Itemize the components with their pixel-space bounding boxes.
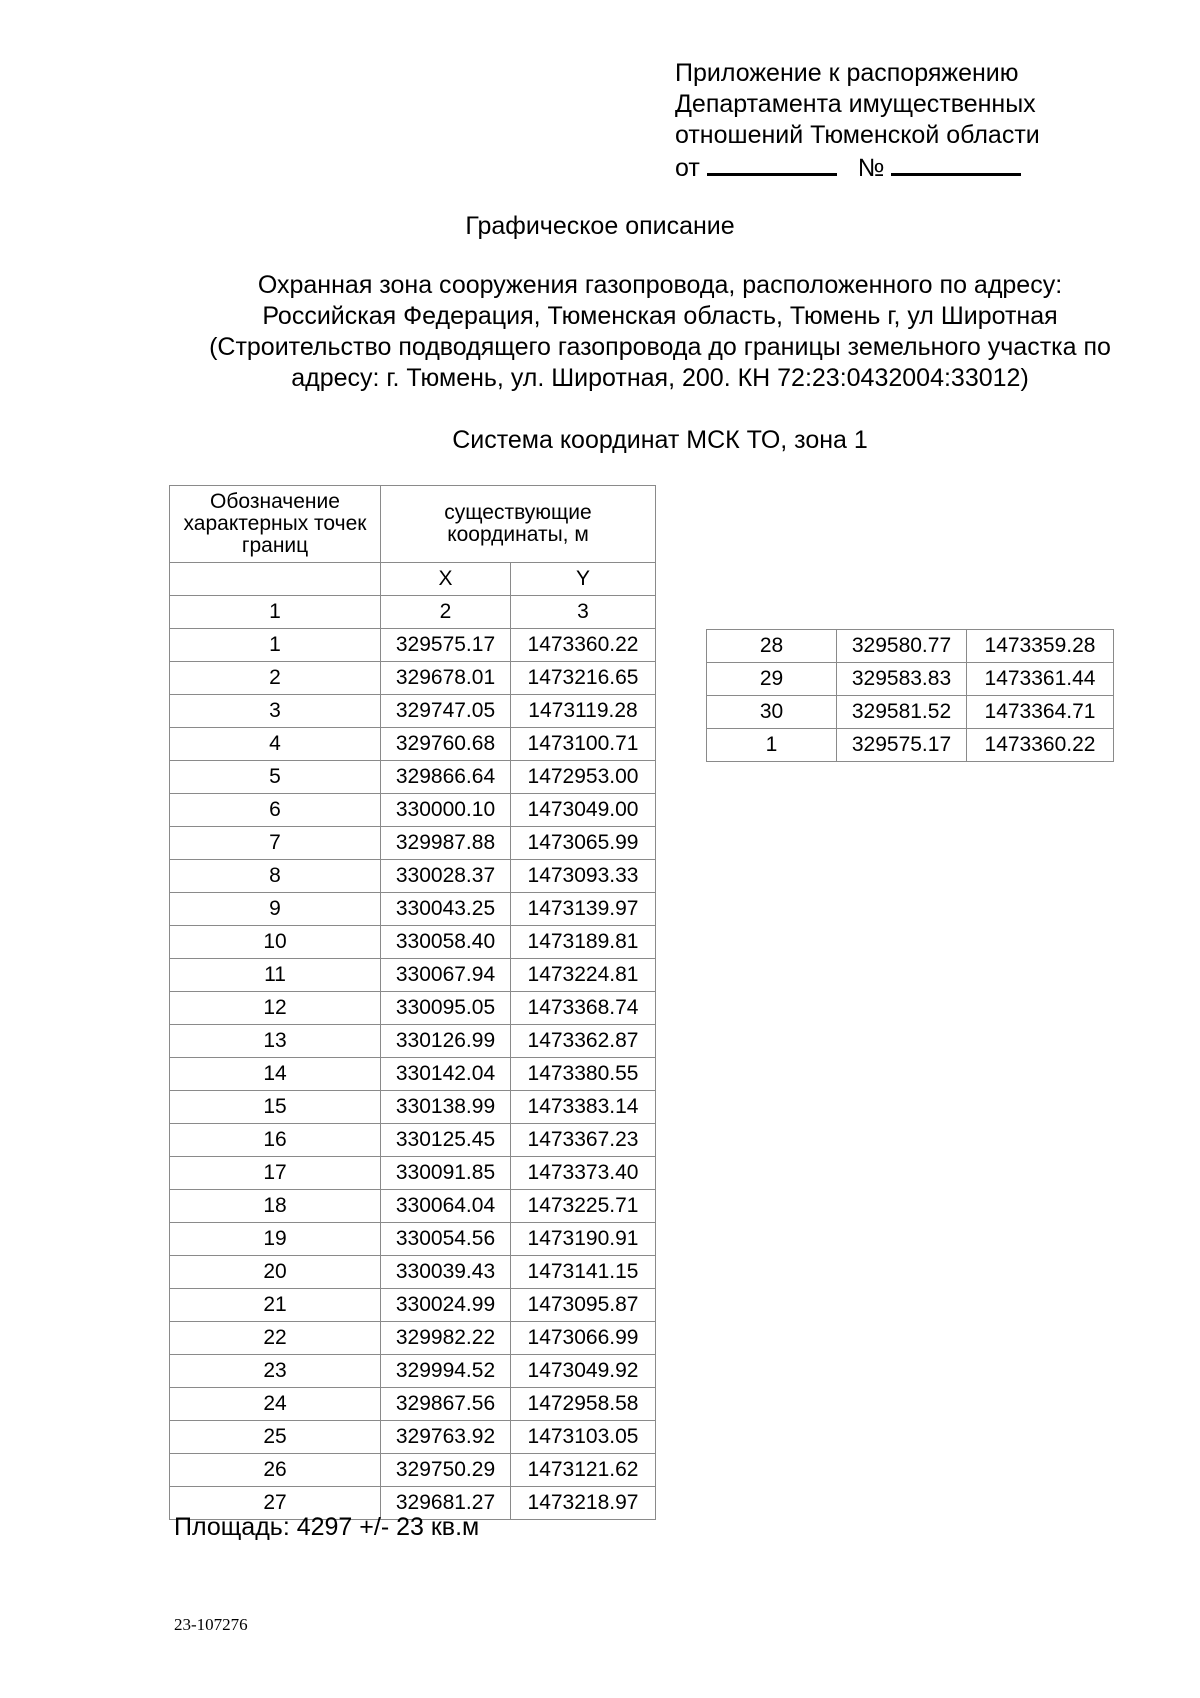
table-row — [170, 1190, 656, 1223]
table-row — [170, 794, 656, 827]
coordinate-system: Система координат МСК ТО, зона 1 — [452, 426, 868, 454]
y-coordinate-cell: 1473216.65 — [511, 662, 656, 695]
point-number-cell: 5 — [170, 761, 381, 794]
y-coordinate-cell: 1473119.28 — [511, 695, 656, 728]
y-coordinate-cell: 1473364.71 — [967, 696, 1114, 729]
x-coordinate-cell: 330126.99 — [381, 1025, 511, 1058]
x-coordinate-cell: 330039.43 — [381, 1256, 511, 1289]
point-number-cell: 17 — [170, 1157, 381, 1190]
x-coordinate-cell: 329580.77 — [837, 630, 967, 663]
table-row — [170, 761, 656, 794]
y-coordinate-cell: 1473066.99 — [511, 1322, 656, 1355]
header-line-4 — [675, 151, 1040, 184]
y-coordinate-cell: 1473049.92 — [511, 1355, 656, 1388]
point-number-cell: 22 — [170, 1322, 381, 1355]
y-coordinate-cell: 1473373.40 — [511, 1157, 656, 1190]
table-row — [170, 1421, 656, 1454]
table-row — [170, 1025, 656, 1058]
x-coordinate-cell: 330058.40 — [381, 926, 511, 959]
header-line-1: Приложение к распоряжению — [675, 59, 1019, 87]
table-row — [170, 992, 656, 1025]
point-number-cell: 12 — [170, 992, 381, 1025]
appendix-header — [675, 58, 1040, 184]
point-number-cell: 18 — [170, 1190, 381, 1223]
x-coordinate-cell: 330000.10 — [381, 794, 511, 827]
point-number-cell: 19 — [170, 1223, 381, 1256]
point-number-cell: 1 — [707, 729, 837, 762]
point-number-cell: 16 — [170, 1124, 381, 1157]
y-coordinate-cell: 1473362.87 — [511, 1025, 656, 1058]
y-coordinate-cell: 1473190.91 — [511, 1223, 656, 1256]
table-row — [707, 729, 1114, 762]
x-coordinate-cell: 329575.17 — [837, 729, 967, 762]
x-coordinate-cell: 329750.29 — [381, 1454, 511, 1487]
table-row — [170, 629, 656, 662]
point-number-cell: 29 — [707, 663, 837, 696]
point-number-cell: 6 — [170, 794, 381, 827]
column-number-1: 1 — [170, 596, 381, 629]
header-line-2: Департамента имущественных — [675, 90, 1036, 118]
number-blank — [891, 151, 1021, 176]
point-number-cell: 26 — [170, 1454, 381, 1487]
table-row — [170, 1256, 656, 1289]
x-coordinate-cell: 329987.88 — [381, 827, 511, 860]
column-number-2: 2 — [381, 596, 511, 629]
table-row — [170, 1322, 656, 1355]
x-coordinate-cell: 329747.05 — [381, 695, 511, 728]
table-row — [170, 728, 656, 761]
document-title: Графическое описание — [465, 212, 735, 240]
x-coordinate-cell: 330142.04 — [381, 1058, 511, 1091]
table-header-row — [170, 486, 656, 563]
point-number-cell: 27 — [170, 1487, 381, 1520]
table-row — [170, 1223, 656, 1256]
table-row — [170, 695, 656, 728]
table-row — [170, 1157, 656, 1190]
y-coordinate-cell: 1473368.74 — [511, 992, 656, 1025]
y-coordinate-cell: 1473360.22 — [967, 729, 1114, 762]
point-number-cell: 25 — [170, 1421, 381, 1454]
y-coordinate-cell: 1473225.71 — [511, 1190, 656, 1223]
y-coordinate-cell: 1473224.81 — [511, 959, 656, 992]
point-number-cell: 15 — [170, 1091, 381, 1124]
table-row — [707, 663, 1114, 696]
point-number-cell: 24 — [170, 1388, 381, 1421]
y-coordinate-cell: 1473383.14 — [511, 1091, 656, 1124]
table-row — [170, 1091, 656, 1124]
y-coordinate-cell: 1473093.33 — [511, 860, 656, 893]
table-row — [170, 893, 656, 926]
x-coordinate-cell: 329994.52 — [381, 1355, 511, 1388]
x-coordinate-cell: 330091.85 — [381, 1157, 511, 1190]
y-coordinate-cell: 1473218.97 — [511, 1487, 656, 1520]
x-coordinate-cell: 329866.64 — [381, 761, 511, 794]
table-row — [170, 1289, 656, 1322]
table-row — [170, 1355, 656, 1388]
description-line-4: адресу: г. Тюмень, ул. Широтная, 200. КН 72:23:0432004:33012) — [291, 364, 1029, 392]
table-row — [707, 630, 1114, 663]
table-row — [170, 1388, 656, 1421]
x-coordinate-cell: 329575.17 — [381, 629, 511, 662]
y-coordinate-cell: 1473361.44 — [967, 663, 1114, 696]
point-number-cell: 28 — [707, 630, 837, 663]
axis-y: Y — [511, 563, 656, 596]
table-row — [170, 959, 656, 992]
point-number-cell: 10 — [170, 926, 381, 959]
table-column-numbers-row — [170, 596, 656, 629]
table-row — [170, 926, 656, 959]
description-line-3: (Строительство подводящего газопровода до границы земельного участка по — [209, 333, 1111, 361]
y-coordinate-cell: 1473121.62 — [511, 1454, 656, 1487]
x-coordinate-cell: 330125.45 — [381, 1124, 511, 1157]
table-row — [170, 1124, 656, 1157]
header-points: Обозначение характерных точек границ — [170, 486, 381, 563]
table-axis-row — [170, 563, 656, 596]
x-coordinate-cell: 329867.56 — [381, 1388, 511, 1421]
x-coordinate-cell: 329982.22 — [381, 1322, 511, 1355]
point-number-cell: 8 — [170, 860, 381, 893]
y-coordinate-cell: 1473100.71 — [511, 728, 656, 761]
x-coordinate-cell: 329583.83 — [837, 663, 967, 696]
x-coordinate-cell: 330067.94 — [381, 959, 511, 992]
point-number-cell: 2 — [170, 662, 381, 695]
point-number-cell: 9 — [170, 893, 381, 926]
point-number-cell: 13 — [170, 1025, 381, 1058]
x-coordinate-cell: 329678.01 — [381, 662, 511, 695]
from-label: от — [675, 154, 700, 182]
coordinates-table — [169, 485, 656, 1520]
axis-x: X — [381, 563, 511, 596]
x-coordinate-cell: 330095.05 — [381, 992, 511, 1025]
document-number: 23-107276 — [174, 1615, 248, 1634]
y-coordinate-cell: 1473189.81 — [511, 926, 656, 959]
date-blank — [707, 151, 837, 176]
point-number-cell: 14 — [170, 1058, 381, 1091]
table-row — [170, 1454, 656, 1487]
point-number-cell: 20 — [170, 1256, 381, 1289]
x-coordinate-cell: 329581.52 — [837, 696, 967, 729]
x-coordinate-cell: 330138.99 — [381, 1091, 511, 1124]
header-coordinates: существующие координаты, м — [381, 486, 656, 563]
table-row — [170, 1058, 656, 1091]
number-label: № — [857, 154, 885, 182]
y-coordinate-cell: 1473359.28 — [967, 630, 1114, 663]
x-coordinate-cell: 330043.25 — [381, 893, 511, 926]
description-line-1: Охранная зона сооружения газопровода, расположенного по адресу: — [257, 271, 1063, 299]
table-row — [707, 696, 1114, 729]
point-number-cell: 23 — [170, 1355, 381, 1388]
y-coordinate-cell: 1473360.22 — [511, 629, 656, 662]
point-number-cell: 7 — [170, 827, 381, 860]
y-coordinate-cell: 1473380.55 — [511, 1058, 656, 1091]
y-coordinate-cell: 1473103.05 — [511, 1421, 656, 1454]
y-coordinate-cell: 1472953.00 — [511, 761, 656, 794]
table-row — [170, 662, 656, 695]
y-coordinate-cell: 1472958.58 — [511, 1388, 656, 1421]
y-coordinate-cell: 1473139.97 — [511, 893, 656, 926]
x-coordinate-cell: 330064.04 — [381, 1190, 511, 1223]
header-line-3: отношений Тюменской области — [675, 121, 1040, 149]
x-coordinate-cell: 330024.99 — [381, 1289, 511, 1322]
y-coordinate-cell: 1473049.00 — [511, 794, 656, 827]
point-number-cell: 4 — [170, 728, 381, 761]
y-coordinate-cell: 1473095.87 — [511, 1289, 656, 1322]
point-number-cell: 30 — [707, 696, 837, 729]
object-description — [150, 270, 1170, 394]
table-row — [170, 860, 656, 893]
x-coordinate-cell: 330028.37 — [381, 860, 511, 893]
x-coordinate-cell: 329763.92 — [381, 1421, 511, 1454]
point-number-cell: 3 — [170, 695, 381, 728]
point-number-cell: 1 — [170, 629, 381, 662]
y-coordinate-cell: 1473141.15 — [511, 1256, 656, 1289]
y-coordinate-cell: 1473065.99 — [511, 827, 656, 860]
y-coordinate-cell: 1473367.23 — [511, 1124, 656, 1157]
axis-empty-cell — [170, 563, 381, 596]
coordinates-table-continued — [706, 629, 1114, 762]
point-number-cell: 21 — [170, 1289, 381, 1322]
column-number-3: 3 — [511, 596, 656, 629]
x-coordinate-cell: 330054.56 — [381, 1223, 511, 1256]
area-text: Площадь: 4297 +/- 23 кв.м — [174, 1513, 480, 1541]
x-coordinate-cell: 329760.68 — [381, 728, 511, 761]
x-coordinate-cell: 329681.27 — [381, 1487, 511, 1520]
point-number-cell: 11 — [170, 959, 381, 992]
table-row — [170, 827, 656, 860]
description-line-2: Российская Федерация, Тюменская область, Тюмень г, ул Широтная — [262, 302, 1058, 330]
